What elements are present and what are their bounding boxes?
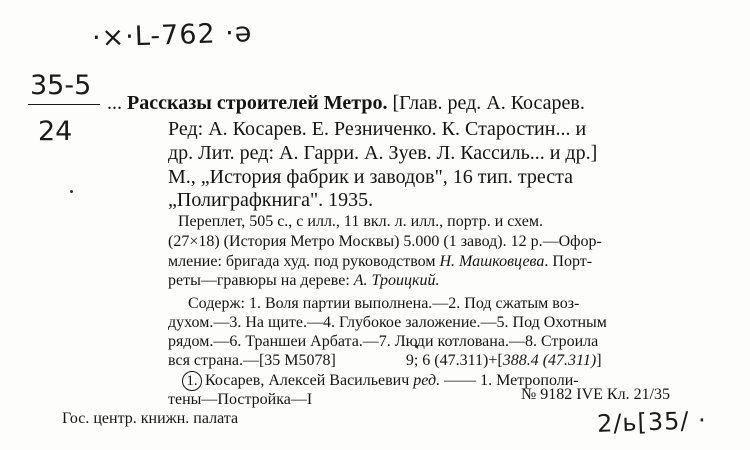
subject-line-1: [182, 371, 579, 391]
card-number: № 9182 IVE Кл. 21/35: [521, 386, 671, 403]
illustrator-name: Н. Машковцева: [439, 253, 545, 270]
handwritten-call-number: 35-5: [30, 70, 92, 101]
description-line-2: (27×18) (История Метро Москвы) 5.000 (1 завод). 12 р.—Офор-: [168, 233, 602, 250]
description-line-4: реты—гравюры на дереве: А. Троицкий.: [168, 272, 440, 289]
subject-line-2: тены—Постройка—I: [168, 391, 313, 408]
handwritten-shelfmark: ·×·L-762 ·ə: [91, 17, 253, 54]
entry-line-3: др. Лит. ред: А. Гарри. А. Зуев. Л. Кассиль... и др.]: [168, 142, 598, 164]
contents-line-2: духом.—3. На щите.—4. Глубокое заложение.—5. Под Охотным: [168, 314, 607, 331]
subject-heading: —— 1. Метрополи-: [444, 372, 579, 389]
circled-number: 1.: [182, 371, 202, 391]
entry-line-1: [107, 92, 585, 115]
subject-role: ред.: [413, 372, 441, 389]
contents-line-3: рядом.—6. Траншеи Арбата.—7. Люди котлована.—8. Строила: [168, 333, 599, 350]
contents-line-4: вся страна.—[35 М5078] 9; 6 (47.311)+[388.4 (47.311)]: [168, 352, 602, 369]
imprint-year-line: „Полиграфкнига". 1935.: [168, 189, 374, 211]
ink-speck: [70, 190, 73, 193]
imprint-line: М., „История фабрик и заводов", 16 тип. треста: [168, 166, 574, 188]
description-line-3: мление: бригада худ. под руководством Н. Машковцева. Порт-: [168, 253, 593, 270]
book-title: Рассказы строителей Метро.: [127, 92, 388, 114]
entry-leader: ...: [107, 92, 122, 114]
handwritten-inventory-mark: 2/ь[35/ ·: [596, 406, 708, 438]
classification-handwritten: 388.4 (47.311): [502, 352, 597, 369]
publisher-footer: Гос. центр. книжн. палата: [62, 410, 239, 427]
contents-end: вся страна.—[35 М5078]: [168, 352, 336, 369]
entry-line-2: Ред: А. Косарев. Е. Резниченко. К. Старостин... и: [168, 118, 587, 140]
editor-statement: [Глав. ред. А. Косарев.: [392, 92, 585, 114]
engraver-name: А. Троицкий.: [353, 272, 440, 289]
subject-name: Косарев, Алексей Васильевич: [205, 372, 410, 389]
handwritten-underline: [28, 104, 100, 105]
contents-line-1: Содерж: 1. Воля партии выполнена.—2. Под сжатым воз-: [188, 295, 580, 312]
classification-index: 9; 6 (47.311)+[: [405, 352, 503, 369]
description-line-1: Переплет, 505 с., с илл., 11 вкл. л. илл., портр. и схем.: [178, 213, 543, 230]
handwritten-call-number-2: 24: [38, 116, 73, 147]
